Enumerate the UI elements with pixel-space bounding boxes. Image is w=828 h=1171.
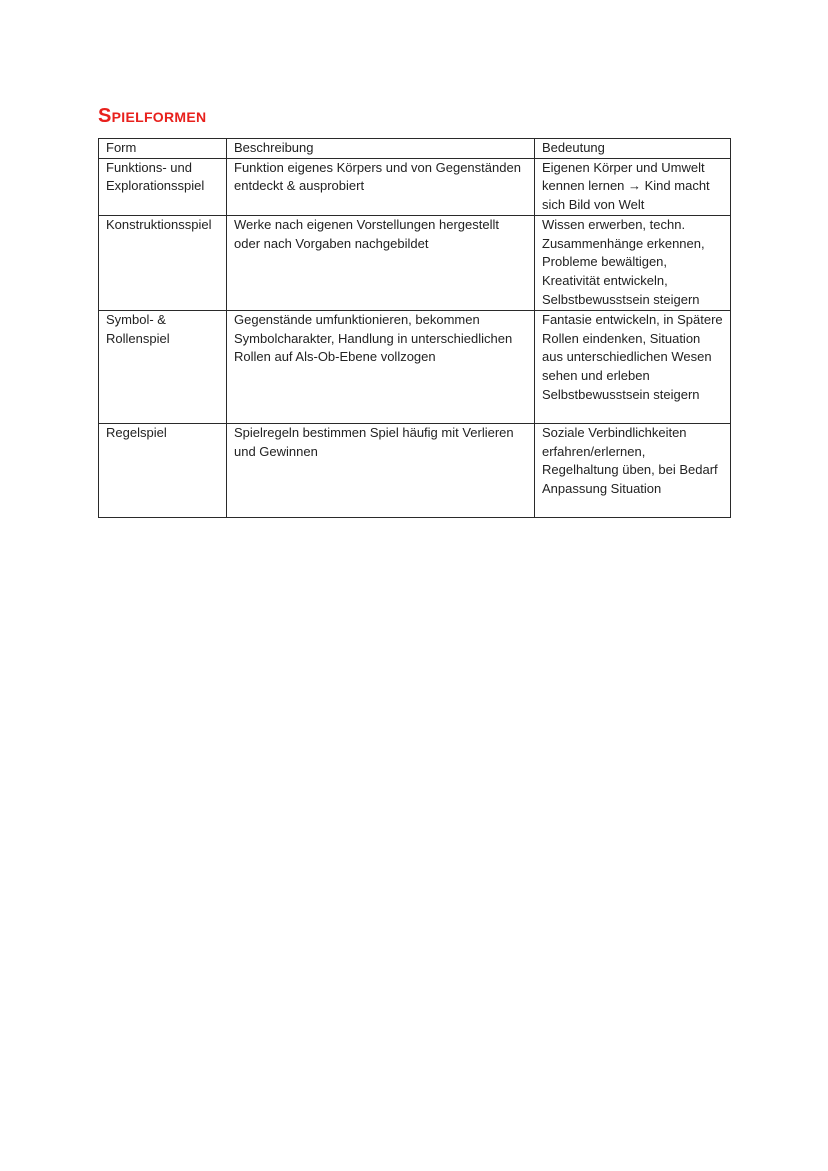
cell-form: Symbol- & Rollenspiel (99, 310, 227, 423)
page-title: Spielformen (98, 105, 207, 127)
spielformen-table (98, 138, 731, 518)
table-header (99, 139, 731, 159)
table-body (99, 158, 731, 517)
cell-form: Konstruktionsspiel (99, 215, 227, 310)
cell-bedeutung: Wissen erwerben, techn. Zusammenhänge erkennen, Probleme bewältigen, Kreativität entwickeln, Selbstbewusstsein steigern (535, 215, 731, 310)
header-form: Form (99, 139, 227, 159)
table-row (99, 423, 731, 517)
cell-bedeutung: Eigenen Körper und Umwelt kennen lernen → Kind macht sich Bild von Welt (535, 158, 731, 215)
table-row (99, 158, 731, 215)
cell-form: Funktions- und Explorationsspiel (99, 158, 227, 215)
cell-beschreibung: Funktion eigenes Körpers und von Gegenständen entdeckt & ausprobiert (227, 158, 535, 215)
cell-beschreibung: Spielregeln bestimmen Spiel häufig mit Verlieren und Gewinnen (227, 423, 535, 517)
table-row (99, 310, 731, 423)
cell-bedeutung: Fantasie entwickeln, in Spätere Rollen eindenken, Situation aus unterschiedlichen Wesen sehen und erleben Selbstbewusstsein steigern (535, 310, 731, 423)
cell-form: Regelspiel (99, 423, 227, 517)
cell-beschreibung: Werke nach eigenen Vorstellungen hergestellt oder nach Vorgaben nachgebildet (227, 215, 535, 310)
spielformen-table-container (98, 138, 730, 518)
table-header-row (99, 139, 731, 159)
header-beschreibung: Beschreibung (227, 139, 535, 159)
header-bedeutung: Bedeutung (535, 139, 731, 159)
table-row (99, 215, 731, 310)
cell-beschreibung: Gegenstände umfunktionieren, bekommen Symbolcharakter, Handlung in unterschiedlichen Rollen auf Als-Ob-Ebene vollzogen (227, 310, 535, 423)
cell-bedeutung: Soziale Verbindlichkeiten erfahren/erlernen, Regelhaltung üben, bei Bedarf Anpassung Situation (535, 423, 731, 517)
